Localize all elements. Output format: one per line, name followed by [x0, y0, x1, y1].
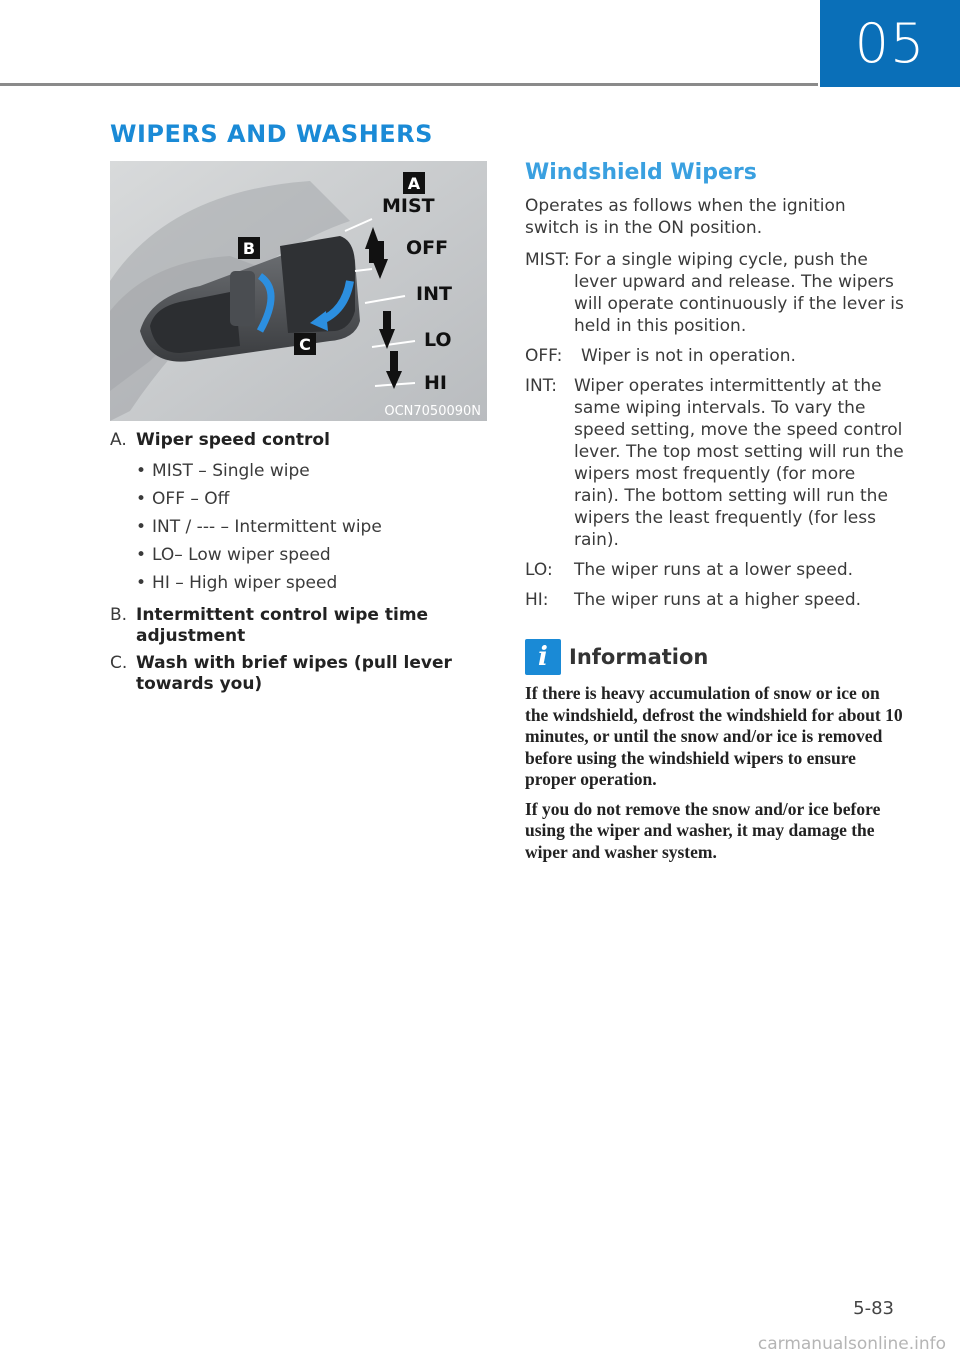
definition-text: For a single wiping cycle, push the lever upward and release. The wipers will operate continuously if the lever is held in this position. [574, 250, 904, 336]
figure-code: OCN7050090N [384, 404, 481, 419]
info-icon: i [525, 639, 561, 675]
page-number: 5-83 [853, 1298, 894, 1319]
definition-lo [525, 559, 905, 581]
caption-c [110, 653, 480, 695]
label-lo: LO [424, 329, 452, 351]
caption-a [110, 430, 480, 451]
caption-key: B. [110, 605, 128, 625]
header-rule [0, 83, 818, 86]
list-item: • LO– Low wiper speed [136, 541, 480, 569]
definition-key: OFF: [525, 346, 563, 366]
caption-title: Wash with brief wipes (pull lever towards you) [136, 653, 452, 694]
label-c: C [294, 333, 316, 355]
caption-key: C. [110, 653, 128, 673]
list-item: • INT / --- – Intermittent wipe [136, 513, 480, 541]
information-header [525, 639, 905, 675]
definition-key: INT: [525, 376, 557, 396]
definition-key: HI: [525, 590, 549, 610]
watermark: carmanualsonline.info [757, 1334, 946, 1354]
definition-mist [525, 249, 905, 337]
intro-text: Operates as follows when the ignition switch is in the ON position. [525, 196, 846, 238]
caption-key: A. [110, 430, 127, 450]
label-mist: MIST [382, 195, 435, 217]
list-item: • HI – High wiper speed [136, 569, 480, 597]
sub-heading: Windshield Wipers [525, 160, 757, 185]
caption-title: Wiper speed control [136, 430, 330, 450]
definition-int [525, 375, 905, 551]
label-int: INT [416, 283, 452, 305]
section-title: WIPERS AND WASHERS [110, 120, 433, 148]
information-title: Information [569, 645, 709, 669]
caption-b [110, 605, 480, 647]
definition-text: Wiper is not in operation. [581, 346, 796, 366]
definition-key: MIST: [525, 250, 570, 270]
caption-a-sub-list [136, 457, 480, 597]
information-paragraph: If there is heavy accumulation of snow or ice on the windshield, defrost the windshield for about 10 minutes, or until the snow and/or ice is removed before using the windshield wipers to ensure proper operation. [525, 683, 903, 789]
definition-off [525, 345, 905, 367]
list-item: • OFF – Off [136, 485, 480, 513]
label-b: B [238, 237, 260, 259]
definition-text: Wiper operates intermittently at the same wiping intervals. To vary the speed setting, move the speed control lever. The top most setting will run the wipers most frequently (for more rain). The bottom setting will run the wipers the least frequently (for less rain). [574, 376, 904, 550]
definition-text: The wiper runs at a higher speed. [574, 590, 862, 610]
label-off: OFF [406, 237, 449, 259]
label-a: A [403, 172, 425, 194]
list-item: • MIST – Single wipe [136, 457, 480, 485]
definition-hi [525, 589, 905, 611]
chapter-tab: 05 [820, 0, 960, 87]
wiper-lever-figure [110, 161, 487, 421]
caption-title: Intermittent control wipe time adjustment [136, 605, 429, 646]
right-column [525, 160, 905, 871]
definition-key: LO: [525, 560, 553, 580]
label-hi: HI [424, 372, 447, 394]
definition-text: The wiper runs at a lower speed. [574, 560, 854, 580]
caption-list [110, 430, 480, 701]
information-paragraph: If you do not remove the snow and/or ice before using the wiper and washer, it may damage the wiper and washer system. [525, 798, 881, 862]
